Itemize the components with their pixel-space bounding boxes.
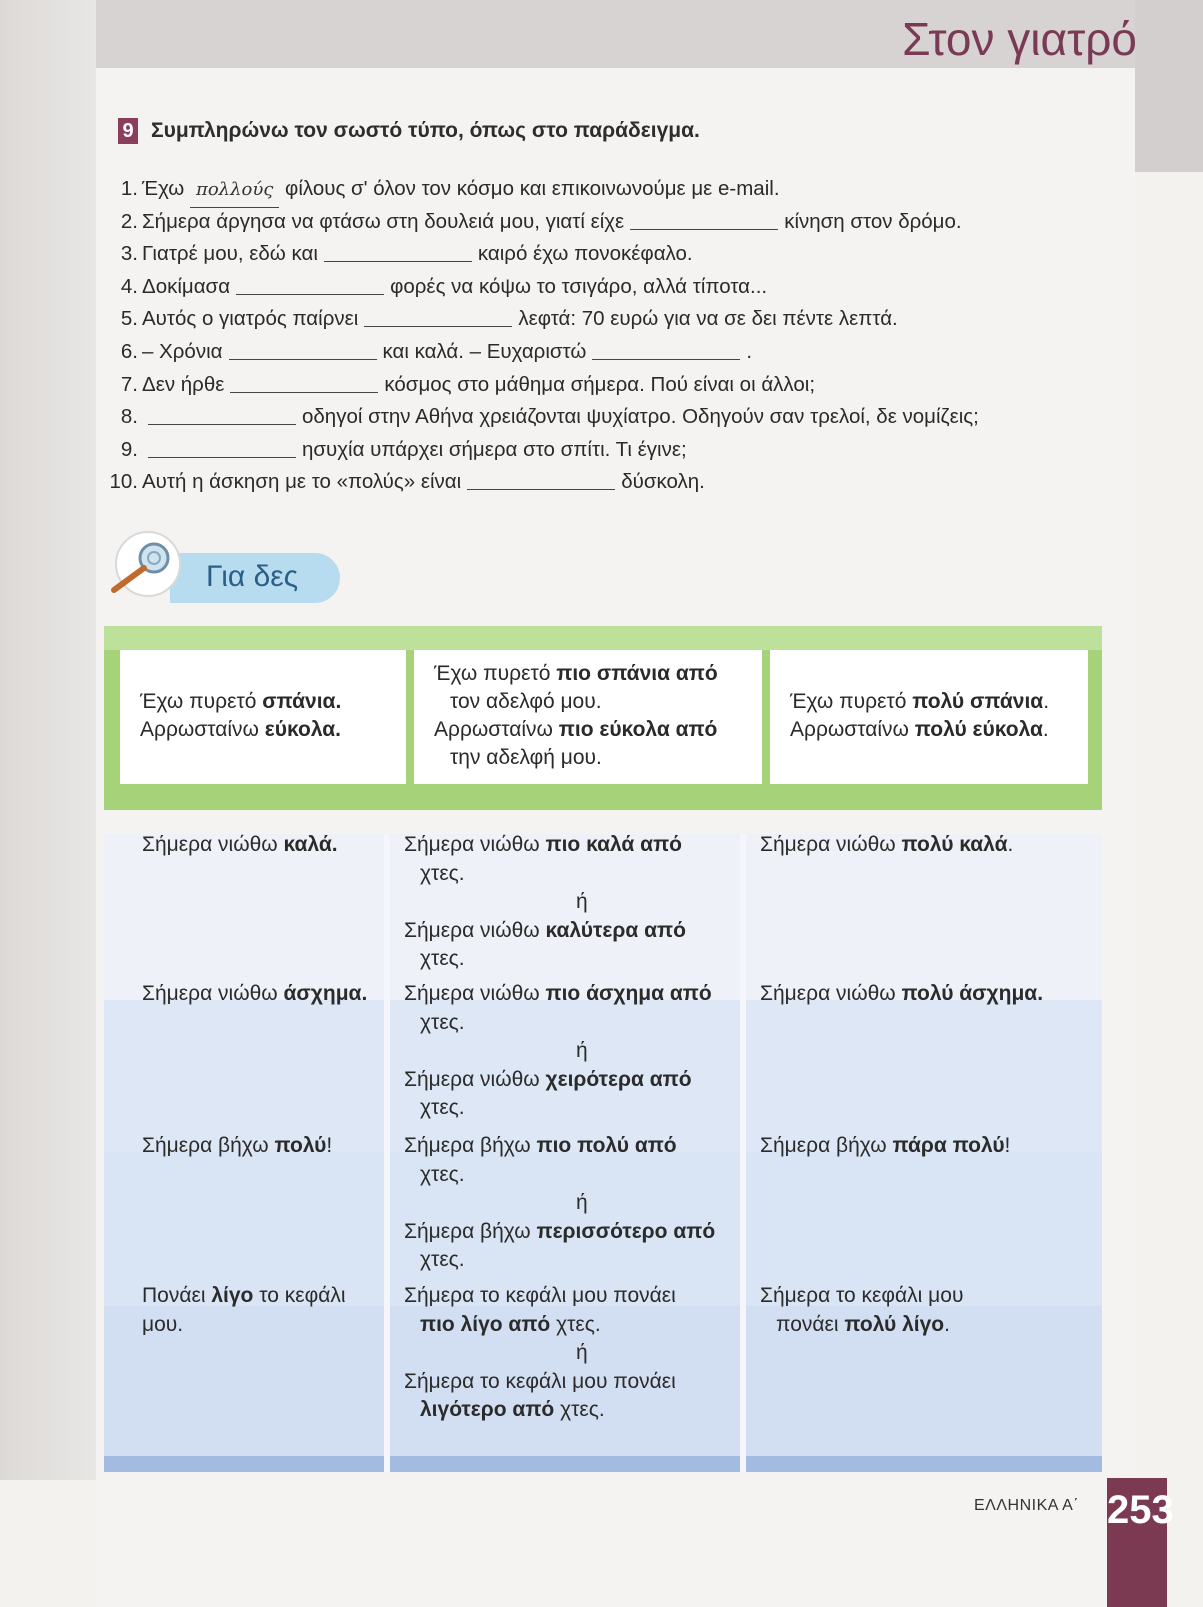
- exercise-item: 7. Δεν ήρθε κόσμος στο μάθημα σήμερα. Πού είναι οι άλλοι;: [120, 372, 816, 396]
- exercise-list: [104, 173, 1124, 499]
- page-number: 253: [1107, 1488, 1174, 1532]
- table-cell: Σήμερα το κεφάλι μου πονάει πιο λίγο από χτες. ή Σήμερα το κεφάλι μου πονάει λιγότερο από χτες.: [404, 1284, 676, 1421]
- answer-blank[interactable]: [630, 209, 778, 230]
- column-divider: [384, 834, 390, 1472]
- answer-blank[interactable]: [324, 241, 472, 262]
- table-cell: Σήμερα νιώθω πολύ άσχημα.: [760, 982, 1044, 1005]
- exercise-item: 4. Δοκίμασα φορές να κόψω το τσιγάρο, αλλά τίποτα...: [120, 274, 768, 298]
- right-margin-band: [1135, 0, 1203, 172]
- magnifier-icon: [104, 528, 182, 606]
- exercise-item: 9. ησυχία υπάρχει σήμερα στο σπίτι. Τι έγινε;: [120, 437, 687, 461]
- exercise-number: 9: [118, 118, 138, 144]
- green-cell-absolute: Έχω πυρετό πολύ σπάνια. Αρρωσταίνω πολύ εύκολα.: [770, 650, 1088, 784]
- table-cell: Σήμερα νιώθω άσχημα.: [142, 982, 368, 1005]
- comparison-table-green: [104, 626, 1102, 810]
- exercise-item: 1. Έχω πολλούς φίλους σ' όλον τον κόσμο και επικοινωνούμε με e-mail.: [104, 173, 1124, 206]
- exercise-item: 3. Γιατρέ μου, εδώ και καιρό έχω πονοκέφαλο.: [120, 242, 693, 266]
- exercise-item: 5. Αυτός ο γιατρός παίρνει λεφτά: 70 ευρώ για να σε δει πέντε λεπτά.: [120, 307, 898, 331]
- chapter-title: Στον γιατρό: [902, 13, 1137, 65]
- gia-des-label: Για δες: [206, 560, 299, 593]
- table-cell: Πονάει λίγο το κεφάλι μου.: [142, 1284, 346, 1336]
- exercise-item: 10. Αυτή η άσκηση με το «πολύς» είναι δύσκολη.: [109, 470, 705, 494]
- table-cell: Σήμερα νιώθω πιο άσχημα από χτες. ή Σήμερα νιώθω χειρότερα από χτες.: [404, 982, 712, 1119]
- answer-blank[interactable]: [467, 469, 615, 490]
- answer-blank[interactable]: [364, 306, 512, 327]
- answer-blank[interactable]: [229, 339, 377, 360]
- green-cell-comparative: Έχω πυρετό πιο σπάνια από τον αδελφό μου. Αρρωσταίνω πιο εύκολα από την αδελφή μου.: [414, 650, 762, 784]
- green-cell-positive: Έχω πυρετό σπάνια. Αρρωσταίνω εύκολα.: [120, 650, 406, 784]
- table-cell: Σήμερα το κεφάλι μου πονάει πολύ λίγο.: [760, 1284, 964, 1336]
- table-cell: Σήμερα νιώθω πολύ καλά.: [760, 833, 1014, 856]
- answer-blank[interactable]: [230, 372, 378, 393]
- exercise-item: 2. Σήμερα άργησα να φτάσω στη δουλειά μου, γιατί είχε κίνηση στον δρόμο.: [120, 209, 962, 233]
- table-cell: Σήμερα βήχω πάρα πολύ!: [760, 1134, 1011, 1157]
- answer-blank[interactable]: [236, 274, 384, 295]
- table-cell: Σήμερα νιώθω πιο καλά από χτες. ή Σήμερα νιώθω καλύτερα από χτες.: [404, 833, 686, 970]
- column-divider: [740, 834, 746, 1472]
- table-cell: Σήμερα βήχω πιο πολύ από χτες. ή Σήμερα βήχω περισσότερο από χτες.: [404, 1134, 716, 1271]
- exercise-item: 8. οδηγοί στην Αθήνα χρειάζονται ψυχίατρο. Οδηγούν σαν τρελοί, δε νομίζεις;: [120, 405, 979, 429]
- book-title: ΕΛΛΗΝΙΚΑ Α΄: [974, 1497, 1080, 1514]
- comparison-table-blue: [104, 834, 1102, 1472]
- answer-blank[interactable]: [148, 437, 296, 458]
- filled-answer: πολλούς: [190, 174, 279, 208]
- exercise-instruction: Συμπληρώνω τον σωστό τύπο, όπως στο παράδειγμα.: [151, 119, 700, 142]
- answer-blank[interactable]: [148, 404, 296, 425]
- exercise-item: 6. – Χρόνια και καλά. – Ευχαριστώ .: [120, 339, 753, 363]
- left-margin-band: [0, 0, 96, 1480]
- answer-blank[interactable]: [592, 339, 740, 360]
- table-cell: Σήμερα νιώθω καλά.: [142, 833, 338, 856]
- table-cell: Σήμερα βήχω πολύ!: [142, 1134, 333, 1157]
